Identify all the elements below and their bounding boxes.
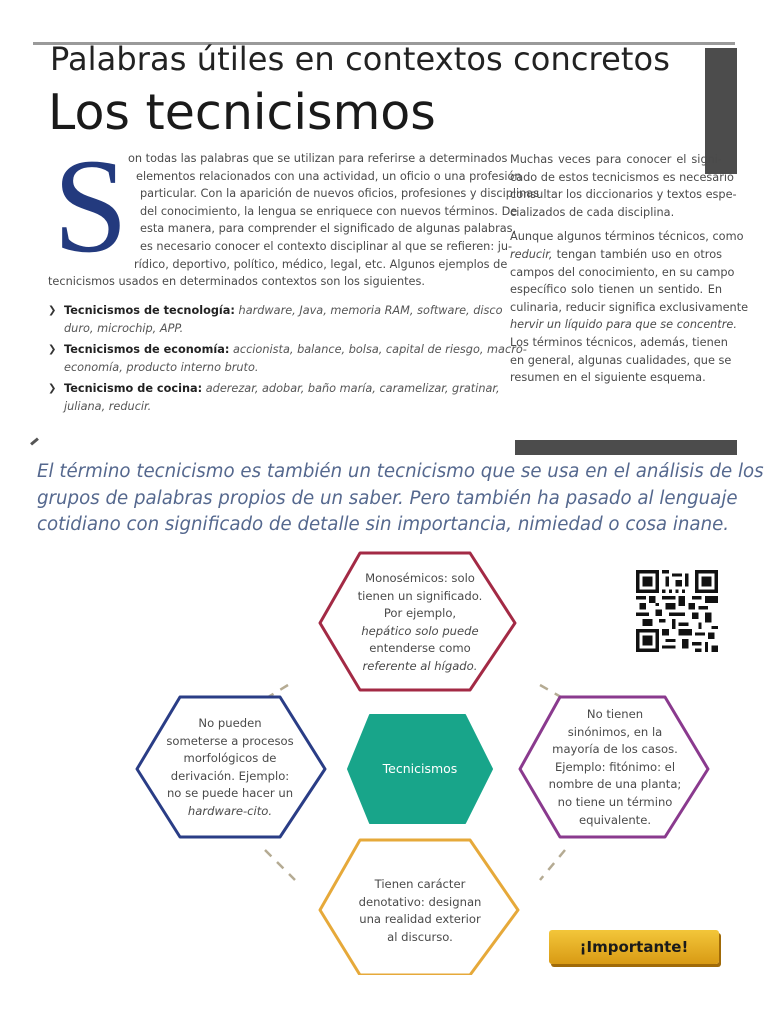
intro-line: del conocimiento, la lengua se enriquece con nuevos términos. De [140,204,518,218]
list-item-examples: economía, producto interno bruto. [64,360,259,374]
intro-line: esta manera, para comprender el significado de algunas palabras, [140,222,517,236]
list-item-examples: duro, microchip, APP. [64,321,184,335]
bullet-icon: ❯ [48,383,57,395]
list-item [46,341,527,376]
intro-line: on todas las palabras que se utilizan para referirse a determinados [128,152,508,165]
intro-line: elementos relacionados con una actividad, un oficio o una profesión [136,169,522,183]
intro-line: particular. Con la aparición de nuevos oficios, profesiones y disciplinas [140,187,540,201]
list-item-examples: aderezar, adobar, baño maría, caramelizar, gratinar, [205,382,500,396]
list-item-label: Tecnicismo de cocina: [64,382,203,396]
qr-code-icon[interactable] [636,570,718,652]
diagram-bottom-text: Tienen carácter denotativo: designan una realidad exterior al discurso. [358,877,482,944]
pin-icon [30,437,39,445]
diagram-top-text: Monosémicos: solo tienen un significado. Por ejemplo, hepático solo puede entenderse como referente al hígado. [357,571,483,673]
bullet-icon: ❯ [48,344,57,356]
intro-paragraph [48,150,540,291]
list-item [46,380,500,415]
drop-cap: S [53,132,129,281]
highlight-quote: El término tecnicismo es también un tecnicismo que se usa en el análisis de los grupos de palabras propios de un saber. Pero también ha pasado al lenguaje cotidiano con significado de detalle sin importancia, nimiedad o cosa inane. [37,461,764,535]
diagram-center-label: Tecnicismos [382,761,458,776]
section-tab [515,440,737,455]
list-item [46,302,503,337]
side-paragraph-1: Muchas veces para conocer el signi- cado de estos tecnicismos es necesario consultar los diccionarios y textos espe- cializados de cada disciplina. [510,153,737,219]
side-paragraph-2: Aunque algunos términos técnicos, como reducir, tengan también uso en otros campos del conocimiento, en su campo específico solo tienen un sentido. En culinaria, reducir significa exclusivamente hervir un líquido para que se concentre. Los términos técnicos, además, tienen en general, algunas cualidades, que se resumen en el siguiente esquema. [510,230,749,385]
side-column [510,151,749,394]
intro-line: es necesario conocer el contexto disciplinar al que se refieren: ju- [140,239,513,253]
list-item-examples: juliana, reducir. [64,399,152,413]
list-item-label: Tecnicismos de tecnología: [64,304,235,317]
list-item-examples: accionista, balance, bolsa, capital de riesgo, macro- [232,343,527,357]
intro-line: tecnicismos usados en determinados contextos son los siguientes. [48,275,425,289]
page-subtitle: Palabras útiles en contextos concretos [50,40,670,78]
bullet-icon: ❯ [48,305,57,316]
list-item-examples: hardware, Java, memoria RAM, software, disco [238,304,503,317]
technicism-list [46,302,527,420]
important-button[interactable] [549,930,719,964]
page-title: Los tecnicismos [48,84,436,141]
diagram-right-text: No tienen sinónimos, en la mayoría de los casos. Ejemplo: fitónimo: el nombre de una planta; no tiene un término equivalente. [548,707,682,827]
list-item-label: Tecnicismos de economía: [64,343,230,357]
intro-line: rídico, deportivo, político, médico, legal, etc. Algunos ejemplos de [134,257,508,271]
diagram-left-text: No pueden someterse a procesos morfológicos de derivación. Ejemplo: no se puede hacer un hardware-cito. [166,716,294,818]
important-label: ¡Importante! [579,938,689,956]
